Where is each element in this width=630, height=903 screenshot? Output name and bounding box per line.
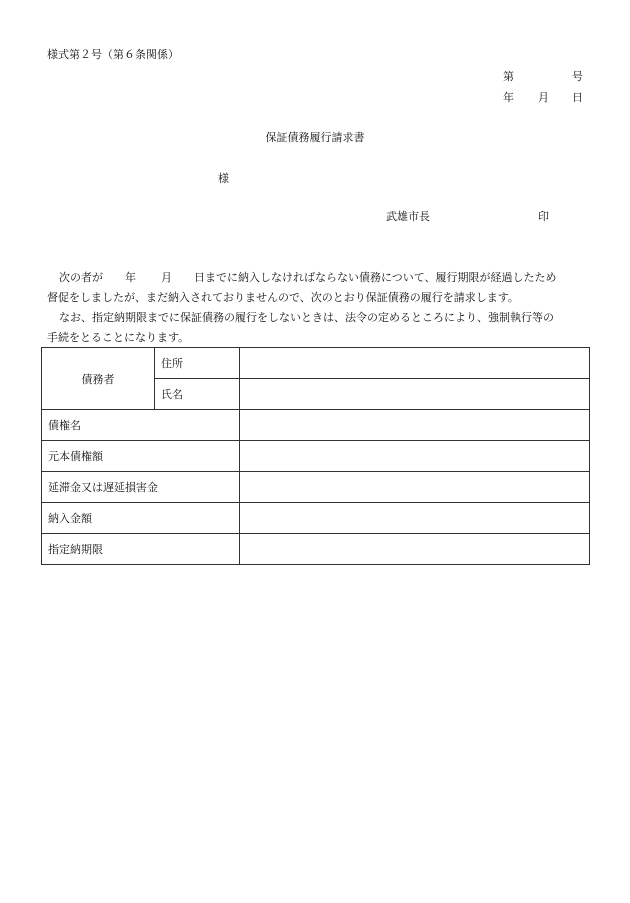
date-day-label: 日: [572, 91, 583, 104]
address-label: 住所: [155, 348, 240, 379]
table-row: [42, 441, 590, 472]
name-label: 氏名: [155, 379, 240, 410]
late-charge-field[interactable]: [240, 472, 590, 503]
request-paragraph: [47, 268, 591, 348]
addressee-suffix: 様: [218, 172, 229, 185]
seal-mark: 印: [538, 210, 549, 223]
name-field[interactable]: [240, 379, 590, 410]
paragraph-line-3-text: なお、指定納期限までに保証債務の履行をしないときは、法令の定めるところにより、強制執行等の: [59, 311, 554, 324]
payment-deadline-label: 指定納期限: [42, 534, 240, 565]
paragraph-line-2: 督促をしましたが、まだ納入されておりませんので、次のとおり保証債務の履行を請求します。: [47, 291, 519, 304]
address-field[interactable]: [240, 348, 590, 379]
table-row: [42, 348, 590, 379]
principal-amount-label: 元本債権額: [42, 441, 240, 472]
issuer-name: 武雄市長: [386, 210, 430, 223]
payment-amount-field[interactable]: [240, 503, 590, 534]
form-number: 様式第２号（第６条関係）: [47, 48, 179, 61]
table-row: [42, 534, 590, 565]
debt-details-table: [41, 347, 590, 565]
principal-amount-field[interactable]: [240, 441, 590, 472]
paragraph-line-1: [47, 268, 591, 288]
late-charge-label: 延滞金又は遅延損害金: [42, 472, 240, 503]
paragraph-line-4: 手続をとることになります。: [47, 331, 190, 344]
paragraph-line-1-start: 次の者が: [59, 271, 103, 284]
table-row: [42, 503, 590, 534]
date-year-label: 年: [503, 91, 514, 104]
claim-name-field[interactable]: [240, 410, 590, 441]
payment-deadline-field[interactable]: [240, 534, 590, 565]
debtor-label: 債務者: [42, 348, 155, 410]
table-row: [42, 472, 590, 503]
document-title: 保証債務履行請求書: [265, 131, 365, 144]
paragraph-line-1-end: 日までに納入しなければならない債務について、履行期限が経過したため: [194, 271, 557, 284]
paragraph-month-label: 月: [161, 271, 172, 284]
claim-name-label: 債権名: [42, 410, 240, 441]
paragraph-year-label: 年: [125, 271, 136, 284]
paragraph-line-3: [47, 308, 591, 328]
document-number-suffix: 号: [572, 70, 583, 83]
payment-amount-label: 納入金額: [42, 503, 240, 534]
document-number-label: 第: [503, 70, 514, 83]
date-month-label: 月: [538, 91, 549, 104]
table-row: [42, 410, 590, 441]
